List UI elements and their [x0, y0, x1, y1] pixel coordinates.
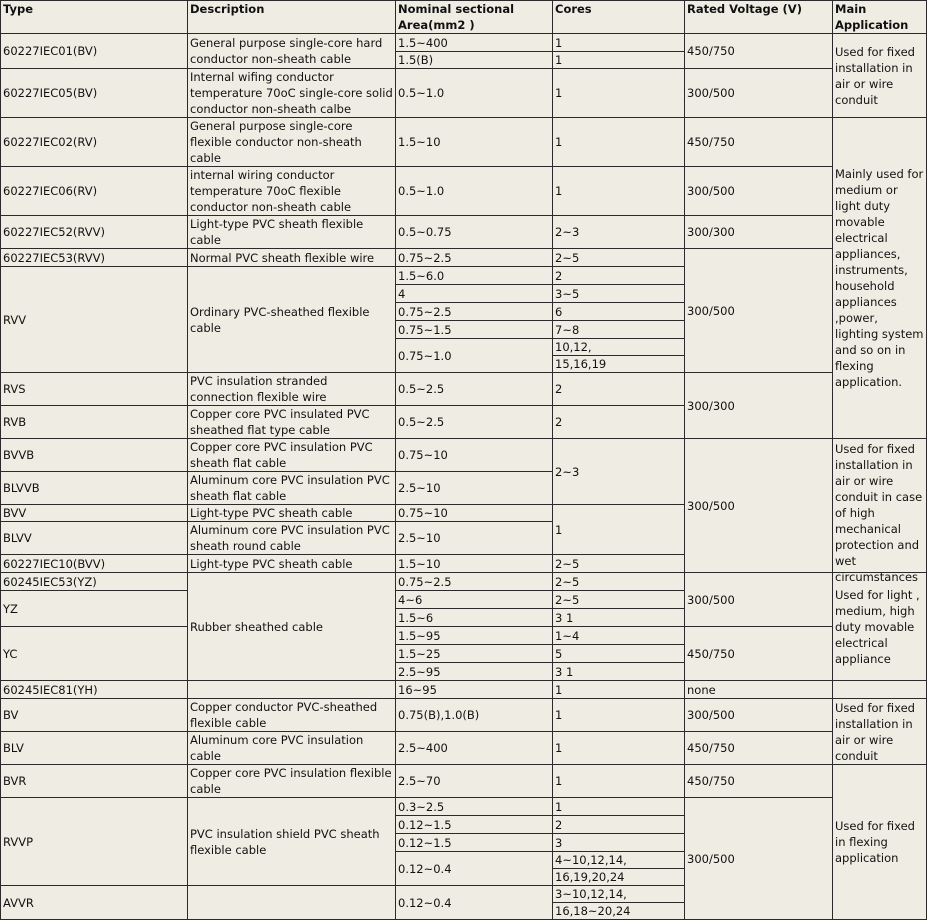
description-cell: Copper core PVC insulation PVC sheath flat cable [188, 439, 396, 472]
description-cell: General purpose single-core hard conductor non-sheath cable [188, 34, 396, 69]
voltage-cell: 300/500 [685, 249, 833, 373]
area-cell: 2.5~10 [396, 522, 553, 555]
cores-cell: 1 [553, 798, 685, 816]
header-type: Type [1, 1, 188, 34]
table-row [1, 765, 927, 798]
type-cell: RVVP [1, 798, 188, 886]
description-cell: Light-type PVC sheath flexible cable [188, 216, 396, 249]
area-cell: 1.5~6 [396, 609, 553, 627]
cores-cell: 16,18~20,24 [553, 903, 685, 920]
area-cell: 1.5~95 [396, 627, 553, 645]
type-cell: YZ [1, 591, 188, 627]
area-cell: 0.5~2.5 [396, 373, 553, 406]
cores-cell: 1 [553, 732, 685, 765]
cores-cell: 1 [553, 52, 685, 69]
cores-cell: 1 [553, 681, 685, 699]
area-cell: 1.5~6.0 [396, 267, 553, 285]
header-cores: Cores [553, 1, 685, 34]
type-cell: 60227IEC01(BV) [1, 34, 188, 69]
cores-cell: 3 [553, 834, 685, 852]
table-row [1, 216, 927, 249]
area-cell: 0.5~1.0 [396, 69, 553, 118]
area-cell: 0.12~0.4 [396, 852, 553, 886]
description-cell: PVC insulation shield PVC sheath flexible cable [188, 798, 396, 886]
description-cell: Aluminum core PVC insulation cable [188, 732, 396, 765]
cores-cell: 6 [553, 303, 685, 321]
cores-cell: 1 [553, 699, 685, 732]
voltage-cell: 300/500 [685, 699, 833, 732]
application-cell [833, 439, 927, 584]
table-row [1, 69, 927, 118]
cores-cell: 1 [553, 765, 685, 798]
voltage-cell: 450/750 [685, 34, 833, 69]
voltage-cell: 300/500 [685, 573, 833, 627]
table-row [1, 34, 927, 52]
area-cell: 0.12~1.5 [396, 834, 553, 852]
header-description: Description [188, 1, 396, 34]
cores-cell: 2 [553, 816, 685, 834]
area-cell: 0.12~1.5 [396, 816, 553, 834]
description-cell: Normal PVC sheath flexible wire [188, 249, 396, 267]
area-cell: 1.5(B) [396, 52, 553, 69]
application-cell: Used for fixed installation in air or wire conduit [833, 34, 927, 118]
cores-cell: 2~5 [553, 591, 685, 609]
application-cell [833, 681, 927, 699]
description-cell: Copper core PVC insulated PVC sheathed flat type cable [188, 406, 396, 439]
table-row [1, 373, 927, 406]
type-cell: 60227IEC10(BVV) [1, 555, 188, 573]
application-cell: Used for fixed installation in air or wire conduit [833, 699, 927, 765]
type-cell: BLV [1, 732, 188, 765]
type-cell: BV [1, 699, 188, 732]
cores-cell: 5 [553, 645, 685, 663]
cores-cell: 1 [553, 118, 685, 167]
voltage-cell: 450/750 [685, 118, 833, 167]
type-cell: YC [1, 627, 188, 681]
cores-cell: 1~4 [553, 627, 685, 645]
area-cell: 1.5~25 [396, 645, 553, 663]
type-cell: BVR [1, 765, 188, 798]
area-cell: 2.5~10 [396, 472, 553, 505]
cores-cell: 7~8 [553, 321, 685, 339]
table-row [1, 732, 927, 765]
cores-cell: 2~5 [553, 555, 685, 573]
voltage-cell: 450/750 [685, 765, 833, 798]
description-cell: Aluminum core PVC insulation PVC sheath round cable [188, 522, 396, 555]
area-cell: 0.3~2.5 [396, 798, 553, 816]
description-cell [188, 681, 396, 699]
application-text: Used for fixed installation in air or wire conduit in case of high mechanical protection and wet circumstances [835, 442, 923, 584]
cores-cell: 16,19,20,24 [553, 869, 685, 886]
area-cell: 4 [396, 285, 553, 303]
cores-cell: 3~5 [553, 285, 685, 303]
cores-cell: 1 [553, 505, 685, 555]
area-cell: 1.5~10 [396, 118, 553, 167]
voltage-cell: 450/750 [685, 732, 833, 765]
description-cell: Light-type PVC sheath cable [188, 555, 396, 573]
area-cell: 0.75(B),1.0(B) [396, 699, 553, 732]
type-cell: AVVR [1, 886, 188, 920]
area-cell: 2.5~70 [396, 765, 553, 798]
cores-cell: 2~5 [553, 249, 685, 267]
area-cell: 0.12~0.4 [396, 886, 553, 920]
cores-cell: 2~3 [553, 439, 685, 505]
cores-cell: 1 [553, 34, 685, 52]
header-nominal-area: Nominal sectional Area(mm2 ) [396, 1, 553, 34]
type-cell: 60227IEC06(RV) [1, 167, 188, 216]
description-cell: Aluminum core PVC insulation PVC sheath flat cable [188, 472, 396, 505]
header-row [1, 1, 927, 34]
cores-cell: 10,12, [553, 339, 685, 356]
area-cell: 1.5~400 [396, 34, 553, 52]
description-cell: PVC insulation stranded connection flexible wire [188, 373, 396, 406]
area-cell: 0.75~2.5 [396, 573, 553, 591]
description-cell [188, 886, 396, 920]
cores-cell: 3 1 [553, 663, 685, 681]
description-cell: Rubber sheathed cable [188, 573, 396, 681]
area-cell: 2.5~95 [396, 663, 553, 681]
table-row [1, 439, 927, 472]
table-row [1, 249, 927, 267]
cores-cell: 15,16,19 [553, 356, 685, 373]
header-rated-voltage: Rated Voltage (V) [685, 1, 833, 34]
voltage-cell: 450/750 [685, 627, 833, 681]
type-cell: 60245IEC81(YH) [1, 681, 188, 699]
type-cell: RVB [1, 406, 188, 439]
description-cell: internal wiring conductor temperature 70oC flexible conductor non-sheath cable [188, 167, 396, 216]
description-cell: Ordinary PVC-sheathed flexible cable [188, 267, 396, 373]
description-cell: Copper conductor PVC-sheathed flexible cable [188, 699, 396, 732]
cores-cell: 4~10,12,14, [553, 852, 685, 869]
cores-cell: 2 [553, 373, 685, 406]
area-cell: 0.5~1.0 [396, 167, 553, 216]
table-row [1, 573, 927, 591]
area-cell: 0.75~2.5 [396, 249, 553, 267]
cores-cell: 3~10,12,14, [553, 886, 685, 903]
cores-cell: 1 [553, 69, 685, 118]
type-cell: RVS [1, 373, 188, 406]
cores-cell: 3 1 [553, 609, 685, 627]
area-cell: 4~6 [396, 591, 553, 609]
voltage-cell: 300/500 [685, 798, 833, 920]
type-cell: 60227IEC52(RVV) [1, 216, 188, 249]
type-cell: BLVVB [1, 472, 188, 505]
table-row [1, 798, 927, 816]
cores-cell: 2~5 [553, 573, 685, 591]
area-cell: 0.75~2.5 [396, 303, 553, 321]
area-cell: 16~95 [396, 681, 553, 699]
description-cell: Internal wifing conductor temperature 70oC single-core solid conductor non-sheath calbe [188, 69, 396, 118]
voltage-cell: 300/500 [685, 69, 833, 118]
area-cell: 0.5~2.5 [396, 406, 553, 439]
cores-cell: 2 [553, 267, 685, 285]
type-cell: 60227IEC02(RV) [1, 118, 188, 167]
area-cell: 1.5~10 [396, 555, 553, 573]
type-cell: BVVB [1, 439, 188, 472]
voltage-cell: none [685, 681, 833, 699]
description-cell: Light-type PVC sheath cable [188, 505, 396, 522]
voltage-cell: 300/500 [685, 439, 833, 573]
header-main-application: Main Application [833, 1, 927, 34]
application-cell: Used for light , medium, high duty movable electrical appliance [833, 573, 927, 681]
area-cell: 0.75~10 [396, 505, 553, 522]
cores-cell: 2 [553, 406, 685, 439]
type-cell: RVV [1, 267, 188, 373]
table-row [1, 627, 927, 645]
application-cell: Used for fixed in flexing application [833, 765, 927, 920]
description-cell: Copper core PVC insulation flexible cable [188, 765, 396, 798]
table-row [1, 167, 927, 216]
type-cell: 60227IEC53(RVV) [1, 249, 188, 267]
type-cell: 60245IEC53(YZ) [1, 573, 188, 591]
area-cell: 0.75~1.0 [396, 339, 553, 373]
table-row [1, 118, 927, 167]
voltage-cell: 300/500 [685, 167, 833, 216]
area-cell: 2.5~400 [396, 732, 553, 765]
table-row [1, 681, 927, 699]
table-row [1, 699, 927, 732]
type-cell: BLVV [1, 522, 188, 555]
description-cell: General purpose single-core flexible conductor non-sheath cable [188, 118, 396, 167]
application-cell: Mainly used for medium or light duty movable electrical appliances, instruments, household appliances ,power, lighting system and so on in flexing application. [833, 118, 927, 439]
type-cell: BVV [1, 505, 188, 522]
voltage-cell: 300/300 [685, 373, 833, 439]
type-cell: 60227IEC05(BV) [1, 69, 188, 118]
area-cell: 0.75~1.5 [396, 321, 553, 339]
area-cell: 0.5~0.75 [396, 216, 553, 249]
area-cell: 0.75~10 [396, 439, 553, 472]
cores-cell: 1 [553, 167, 685, 216]
voltage-cell: 300/300 [685, 216, 833, 249]
cores-cell: 2~3 [553, 216, 685, 249]
